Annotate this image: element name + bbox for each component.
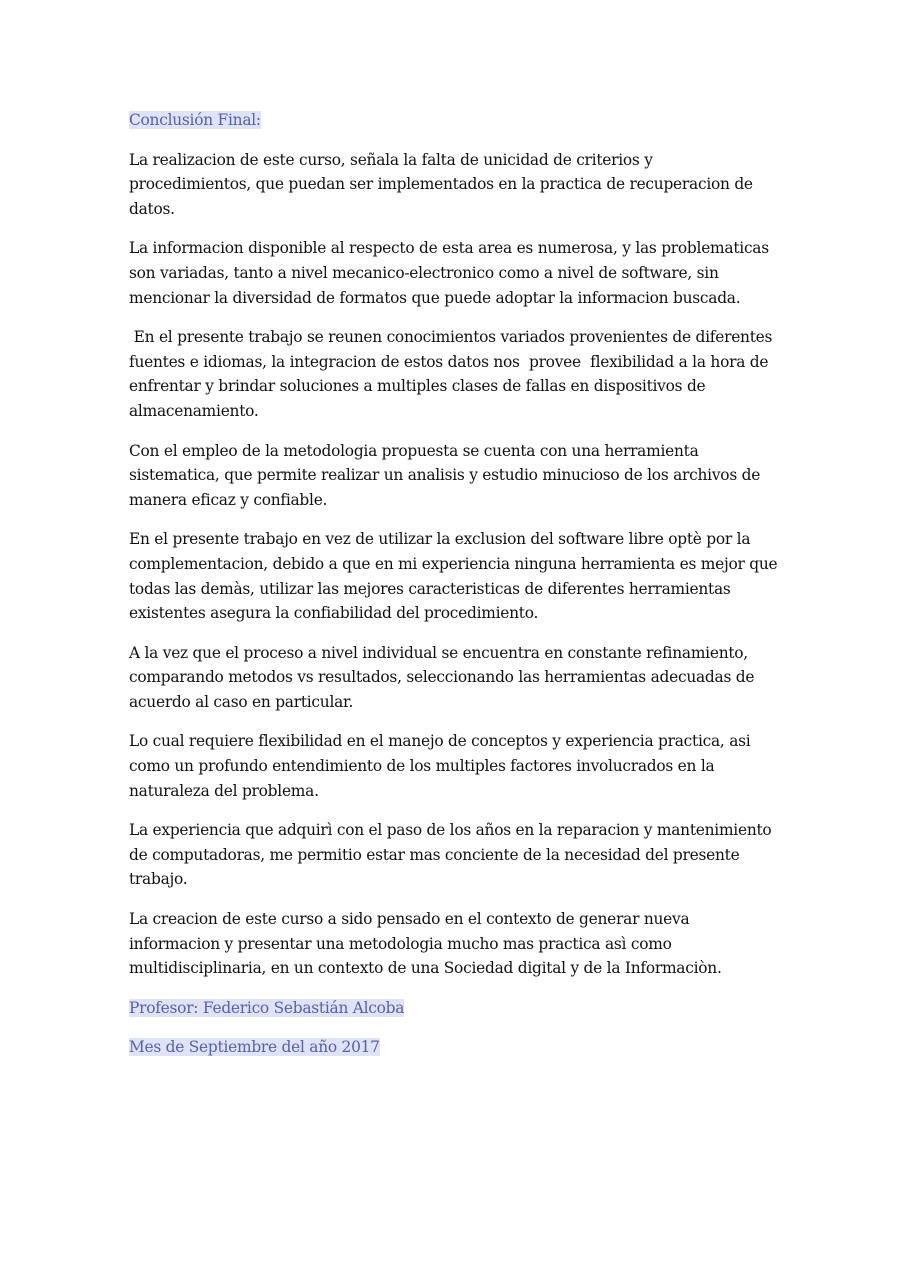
paragraph-4: Con el empleo de la metodologia propuesta se cuenta con una herramienta sistematica, que permite realizar un analisis y estudio minucioso de los archivos de manera eficaz y confiable. xyxy=(129,441,761,509)
paragraph-9: La creacion de este curso a sido pensado en el contexto de generar nueva informacion y presentar una metodologia mucho mas practica asì como multidisciplinaria, en un contexto de una Sociedad digital y de la Informaciòn. xyxy=(129,910,722,978)
document-date: Mes de Septiembre del año 2017 xyxy=(129,1038,380,1057)
date-line xyxy=(129,1035,779,1060)
author-name: Profesor: Federico Sebastián Alcoba xyxy=(129,998,405,1017)
document-body xyxy=(129,108,779,1075)
paragraph-8: La experiencia que adquirì con el paso de los años en la reparacion y mantenimiento de computadoras, me permitio estar mas conciente de la necesidad del presente trabajo. xyxy=(129,821,772,889)
paragraph-3: En el presente trabajo se reunen conocimientos variados provenientes de diferentes fuentes e idiomas, la integracion de estos datos nos provee flexibilidad a la hora de enfrentar y brindar soluciones a multiples clases de fallas en dispositivos de almacenamiento. xyxy=(129,328,777,420)
paragraph-5: En el presente trabajo en vez de utilizar la exclusion del software libre optè por la complementacion, debido a que en mi experiencia ninguna herramienta es mejor que todas las demàs, utilizar las mejores caracteristicas de diferentes herramientas existentes asegura la confiabilidad del procedimiento. xyxy=(129,530,778,623)
paragraph-7: Lo cual requiere flexibilidad en el manejo de conceptos y experiencia practica, asi como un profundo entendimiento de los multiples factores involucrados en la naturaleza del problema. xyxy=(129,732,751,800)
section-heading xyxy=(129,108,779,133)
paragraph-6: A la vez que el proceso a nivel individual se encuentra en constante refinamiento, comparando metodos vs resultados, seleccionando las herramientas adecuadas de acuerdo al caso en particular. xyxy=(129,643,755,711)
paragraph-2: La informacion disponible al respecto de esta area es numerosa, y las problematicas son variadas, tanto a nivel mecanico-electronico como a nivel de software, sin mencionar la diversidad de formatos que puede adoptar la informacion buscada. xyxy=(129,239,769,307)
author-line xyxy=(129,996,779,1021)
section-heading-text: Conclusión Final: xyxy=(129,111,261,129)
paragraph-1: La realizacion de este curso, señala la falta de unicidad de criterios y procedimientos, que puedan ser implementados en la practica de recuperacion de datos. xyxy=(129,150,753,218)
